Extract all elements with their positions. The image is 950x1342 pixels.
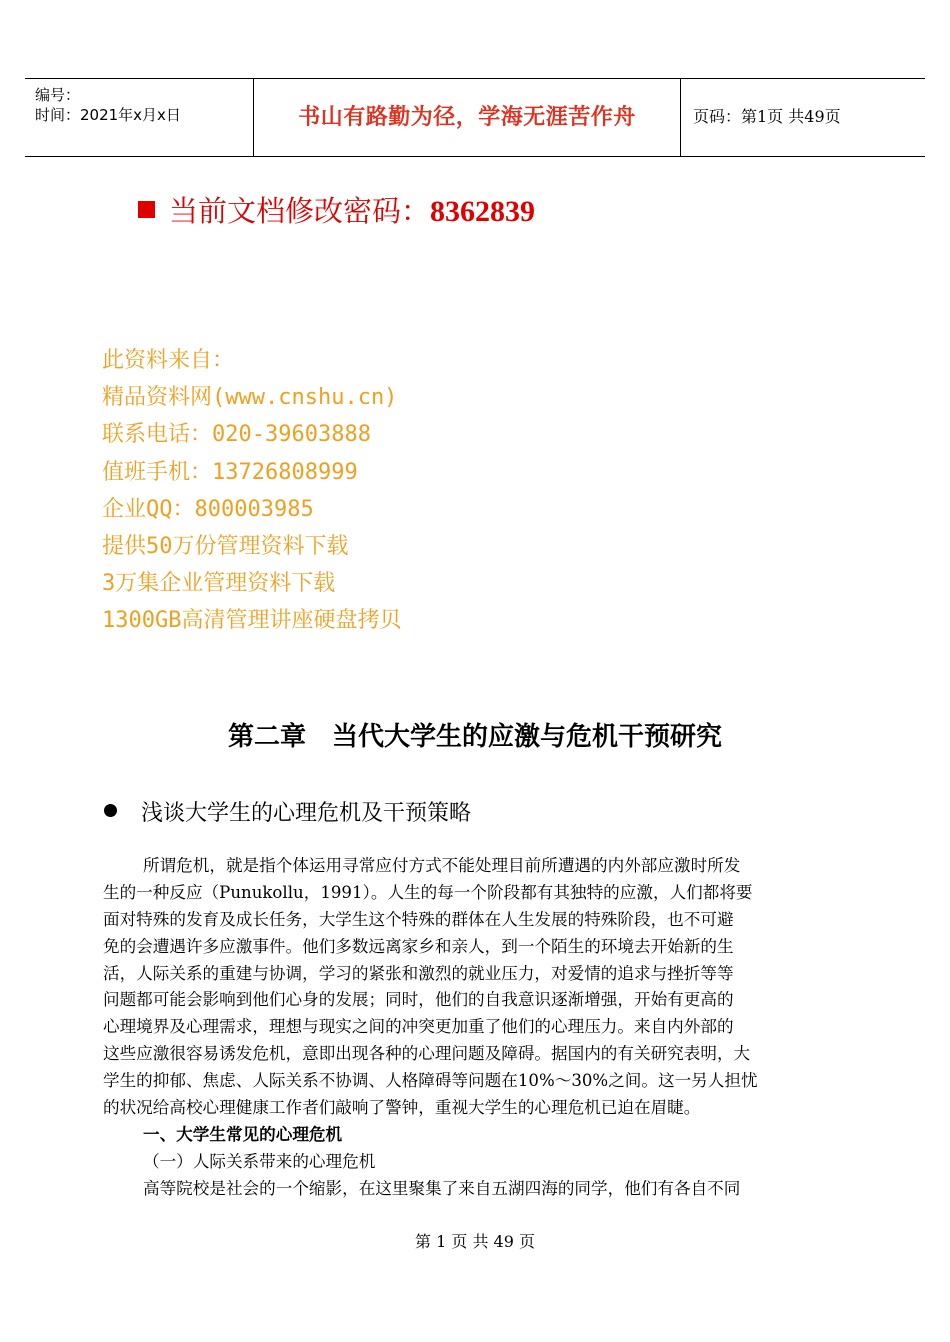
page-footer: 第 1 页 共 49 页 bbox=[415, 1232, 535, 1251]
promo-line: 此资料来自： bbox=[102, 348, 235, 373]
paragraph-line: 活，人际关系的重建与协调，学习的紧张和激烈的就业压力，对爱情的追求与挫折等等 bbox=[103, 963, 734, 983]
password-notice bbox=[138, 192, 535, 231]
paragraph-line: 这些应激很容易诱发危机，意即出现各种的心理问题及障碍。据国内的有关研究表明，大 bbox=[103, 1044, 751, 1064]
paragraph-line: 的状况给高校心理健康工作者们敲响了警钟，重视大学生的心理危机已迫在眉睫。 bbox=[103, 1098, 701, 1118]
heading-level-1: 一、大学生常见的心理危机 bbox=[143, 1123, 343, 1144]
promo-line: 提供50万份管理资料下载 bbox=[102, 533, 349, 559]
password-code: 8362839 bbox=[430, 195, 536, 228]
password-label: 当前文档修改密码： bbox=[169, 194, 431, 228]
promo-line: 3万集企业管理资料下载 bbox=[102, 571, 336, 597]
section-title: 浅谈大学生的心理危机及干预策略 bbox=[141, 801, 472, 826]
document-number-label: 编号： bbox=[35, 86, 81, 104]
promo-line: 1300GB高清管理讲座硬盘拷贝 bbox=[102, 608, 402, 634]
square-bullet-icon bbox=[138, 201, 155, 218]
paragraph-line: 高等院校是社会的一个缩影，在这里聚集了来自五湖四海的同学，他们有各自不同 bbox=[143, 1178, 741, 1198]
document-header bbox=[25, 78, 925, 157]
paragraph-line: 心理境界及心理需求，理想与现实之间的冲突更加重了他们的心理压力。来自内外部的 bbox=[103, 1017, 734, 1037]
header-page-cell bbox=[681, 79, 925, 156]
chapter-title: 第二章 当代大学生的应激与危机干预研究 bbox=[227, 722, 722, 752]
paragraph-line: 免的会遭遇许多应激事件。他们多数远离家乡和亲人，到一个陌生的环境去开始新的生 bbox=[103, 936, 734, 956]
body-text bbox=[103, 852, 843, 1202]
paragraph-line: 所谓危机，就是指个体运用寻常应付方式不能处理目前所遭遇的内外部应激时所发 bbox=[143, 856, 741, 875]
paragraph-line: 学生的抑郁、焦虑、人际关系不协调、人格障碍等问题在10%～30%之间。这一另人担忧 bbox=[103, 1071, 758, 1091]
paragraph-line: 问题都可能会影响到他们心身的发展；同时，他们的自我意识逐渐增强，开始有更高的 bbox=[103, 990, 734, 1010]
promo-line: 企业QQ：800003985 bbox=[102, 496, 314, 522]
subheading: （一）人际关系带来的心理危机 bbox=[143, 1151, 376, 1171]
header-page-info: 页码：第1页 共49页 bbox=[693, 107, 841, 126]
header-meta-cell bbox=[25, 79, 254, 156]
promo-block bbox=[102, 342, 401, 640]
document-time-label: 时间：2021年x月x日 bbox=[35, 106, 181, 124]
paragraph-line: 面对特殊的发育及成长任务，大学生这个特殊的群体在人生发展的特殊阶段，也不可避 bbox=[103, 909, 734, 929]
section-heading bbox=[104, 794, 471, 834]
promo-line: 精品资料网(www.cnshu.cn) bbox=[102, 385, 398, 411]
bullet-icon bbox=[104, 804, 117, 817]
promo-line: 联系电话：020-39603888 bbox=[102, 422, 371, 448]
paragraph-line: 生的一种反应（Punukollu，1991）。人生的每一个阶段都有其独特的应激，人们都将要 bbox=[103, 882, 753, 902]
header-motto-cell bbox=[254, 79, 681, 156]
motto-text: 书山有路勤为径，学海无涯苦作舟 bbox=[298, 104, 636, 130]
promo-line: 值班手机：13726808999 bbox=[102, 459, 358, 485]
